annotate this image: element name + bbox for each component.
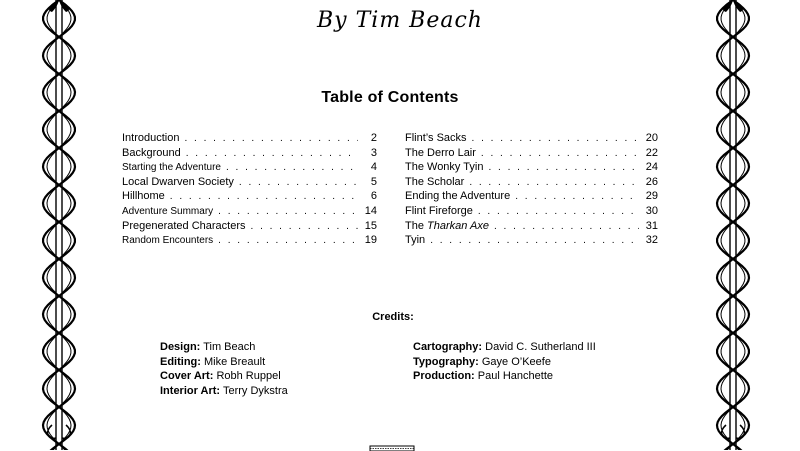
dot-leader bbox=[184, 132, 358, 146]
credits-heading: Credits: bbox=[372, 311, 414, 323]
toc-entry-title: Starting the Adventure bbox=[122, 162, 221, 174]
toc-entry-title-prefix: The bbox=[405, 219, 428, 232]
dot-leader bbox=[472, 132, 639, 146]
credit-name: Terry Dykstra bbox=[222, 384, 288, 397]
dot-leader bbox=[226, 161, 358, 175]
dot-leader bbox=[186, 147, 358, 161]
toc-entry bbox=[405, 204, 658, 219]
dot-leader bbox=[481, 147, 639, 161]
toc-entry-page: 29 bbox=[645, 190, 658, 203]
bottom-ornament bbox=[368, 445, 416, 451]
toc-entry-title: Flint’s Sacks bbox=[405, 132, 467, 144]
vine-border-right bbox=[708, 0, 758, 450]
credit-name: Gaye O’Keefe bbox=[481, 355, 551, 368]
dot-leader bbox=[170, 190, 358, 204]
toc-column-left bbox=[122, 131, 377, 248]
toc-entry bbox=[122, 204, 377, 219]
dot-leader bbox=[488, 161, 639, 175]
credit-entry bbox=[160, 369, 288, 384]
toc-entry-page: 19 bbox=[364, 234, 377, 247]
toc-entry-page: 30 bbox=[645, 204, 658, 217]
toc-entry-page: 15 bbox=[364, 219, 377, 232]
toc-entry-title: The Scholar bbox=[405, 175, 465, 188]
toc-entry-title: Background bbox=[122, 146, 181, 159]
toc-entry-page: 6 bbox=[370, 190, 377, 203]
toc-entry bbox=[405, 131, 658, 146]
toc-entry-page: 3 bbox=[370, 146, 377, 159]
toc-entry bbox=[405, 160, 658, 175]
toc-entry bbox=[122, 219, 377, 234]
credit-entry bbox=[160, 355, 288, 370]
toc-entry bbox=[122, 175, 377, 190]
credit-name: Paul Hanchette bbox=[477, 370, 553, 382]
toc-entry bbox=[405, 175, 658, 190]
toc-entry-title: Introduction bbox=[122, 132, 180, 144]
toc-entry-title: Random Encounters bbox=[122, 235, 214, 247]
toc-entry-page: 31 bbox=[645, 219, 658, 232]
toc-entry-title: Adventure Summary bbox=[122, 205, 214, 217]
toc-entry-page: 20 bbox=[645, 132, 658, 144]
toc-title: Table of Contents bbox=[321, 89, 459, 106]
toc-entry-title: Local Dwarven Society bbox=[122, 175, 234, 188]
dot-leader bbox=[218, 234, 358, 248]
toc-entry bbox=[405, 146, 658, 161]
dot-leader bbox=[239, 176, 358, 190]
toc-entry-page: 14 bbox=[364, 204, 377, 217]
credit-name: David C. Sutherland III bbox=[485, 341, 596, 353]
toc-entry bbox=[405, 189, 658, 204]
dot-leader bbox=[218, 205, 358, 219]
credit-entry bbox=[413, 369, 596, 384]
credit-role: Design: bbox=[160, 341, 201, 353]
credit-name: Mike Breault bbox=[204, 355, 266, 368]
toc-entry bbox=[122, 160, 377, 175]
toc-column-right bbox=[405, 131, 658, 248]
credit-entry bbox=[160, 340, 288, 355]
credit-role: Cover Art: bbox=[160, 370, 214, 382]
toc-entry-title bbox=[405, 219, 489, 234]
dot-leader bbox=[494, 220, 639, 234]
credit-entry bbox=[160, 384, 288, 399]
credit-role: Typography: bbox=[413, 355, 479, 368]
toc-entry-title: Tyin bbox=[405, 234, 426, 247]
toc-entry-page: 26 bbox=[645, 175, 658, 188]
toc-entry-page: 4 bbox=[370, 161, 377, 174]
toc-entry-title: The Derro Lair bbox=[405, 146, 476, 159]
credit-role: Production: bbox=[413, 370, 475, 382]
toc-entry bbox=[122, 146, 377, 161]
toc-entry bbox=[405, 233, 658, 248]
credit-name: Tim Beach bbox=[203, 341, 256, 353]
toc-entry-page: 24 bbox=[645, 161, 658, 174]
toc-entry-title: Pregenerated Characters bbox=[122, 219, 246, 232]
vine-border-left bbox=[34, 0, 84, 450]
dot-leader bbox=[251, 220, 358, 234]
toc-entry bbox=[405, 219, 658, 234]
credits-column-left bbox=[160, 340, 288, 398]
toc-entry bbox=[122, 131, 377, 146]
toc-entry bbox=[122, 233, 377, 248]
dot-leader bbox=[515, 190, 639, 204]
credit-role: Editing: bbox=[160, 355, 201, 368]
toc-entry-page: 5 bbox=[370, 175, 377, 188]
toc-entry-title: The Wonky Tyin bbox=[405, 161, 484, 174]
toc-entry-title: Flint Fireforge bbox=[405, 204, 473, 217]
toc-entry-title-italic: Tharkan Axe bbox=[427, 219, 489, 232]
toc-entry-page: 2 bbox=[370, 132, 377, 144]
credits-column-right bbox=[413, 340, 596, 384]
credit-role: Interior Art: bbox=[160, 384, 221, 397]
toc-entry-page: 32 bbox=[645, 234, 658, 247]
author-byline: By Tim Beach bbox=[317, 8, 483, 33]
toc-entry-title: Hillhome bbox=[122, 190, 165, 203]
dot-leader bbox=[478, 205, 639, 219]
dot-leader bbox=[469, 176, 639, 190]
toc-entry-title: Ending the Adventure bbox=[405, 190, 511, 203]
toc-entry bbox=[122, 189, 377, 204]
dot-leader bbox=[430, 234, 639, 248]
credit-role: Cartography: bbox=[413, 341, 483, 353]
credit-name: Robh Ruppel bbox=[216, 370, 281, 382]
toc-entry-page: 22 bbox=[645, 146, 658, 159]
credit-entry bbox=[413, 340, 596, 355]
credit-entry bbox=[413, 355, 596, 370]
